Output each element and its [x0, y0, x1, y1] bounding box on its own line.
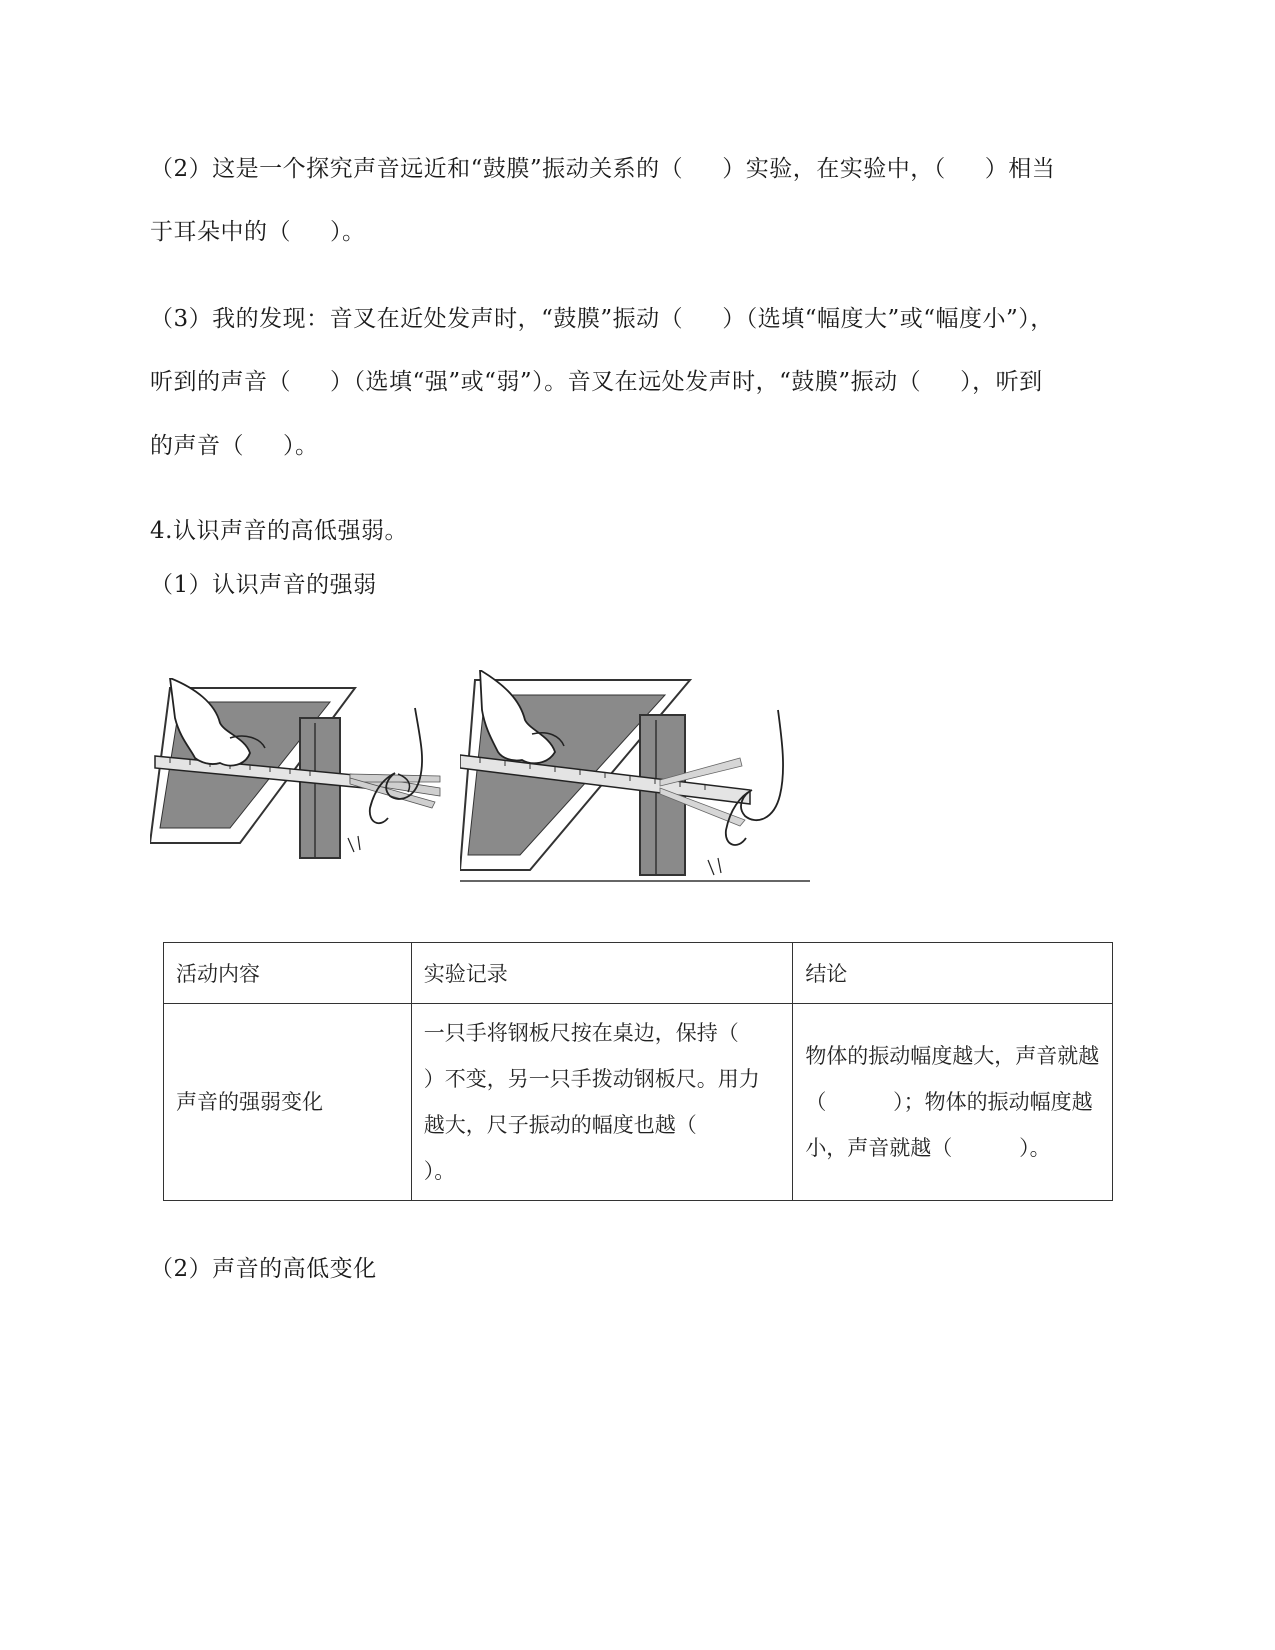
table-row	[164, 1004, 1113, 1201]
experiment-record-table	[163, 942, 1113, 1201]
ruler-experiment-image-1	[150, 678, 450, 860]
header-activity: 活动内容	[164, 943, 412, 1004]
q2-line1: （2）这是一个探究声音远近和“鼓膜”振动关系的（ ）实验，在实验中，（ ）相当	[150, 156, 1056, 182]
ruler-experiment-image-2	[460, 670, 810, 882]
section4-sub2: （2）声音的高低变化	[150, 1256, 377, 1282]
table-header-row	[164, 943, 1113, 1004]
section4-sub1: （1）认识声音的强弱	[150, 572, 377, 598]
q3-line1: （3）我的发现：音叉在近处发声时，“鼓膜”振动（ ）（选填“幅度大”或“幅度小”），	[150, 306, 1054, 332]
cell-activity: 声音的强弱变化	[164, 1004, 412, 1201]
cell-record: 一只手将钢板尺按在桌边，保持（ ）不变，另一只手拨动钢板尺。用力越大，尺子振动的幅度也越（ ）。	[411, 1004, 793, 1201]
cell-conclusion: 物体的振动幅度越大，声音就越（ ）；物体的振动幅度越小，声音就越（ ）。	[793, 1004, 1113, 1201]
section4-title: 4.认识声音的高低强弱。	[150, 518, 408, 544]
q3-line3: 的声音（ ）。	[150, 433, 319, 459]
q3-line2: 听到的声音（ ）（选填“强”或“弱”）。音叉在远处发声时，“鼓膜”振动（ ），听到	[150, 369, 1043, 395]
header-conclusion: 结论	[793, 943, 1113, 1004]
header-record: 实验记录	[411, 943, 793, 1004]
q2-line2: 于耳朵中的（ ）。	[150, 219, 366, 245]
